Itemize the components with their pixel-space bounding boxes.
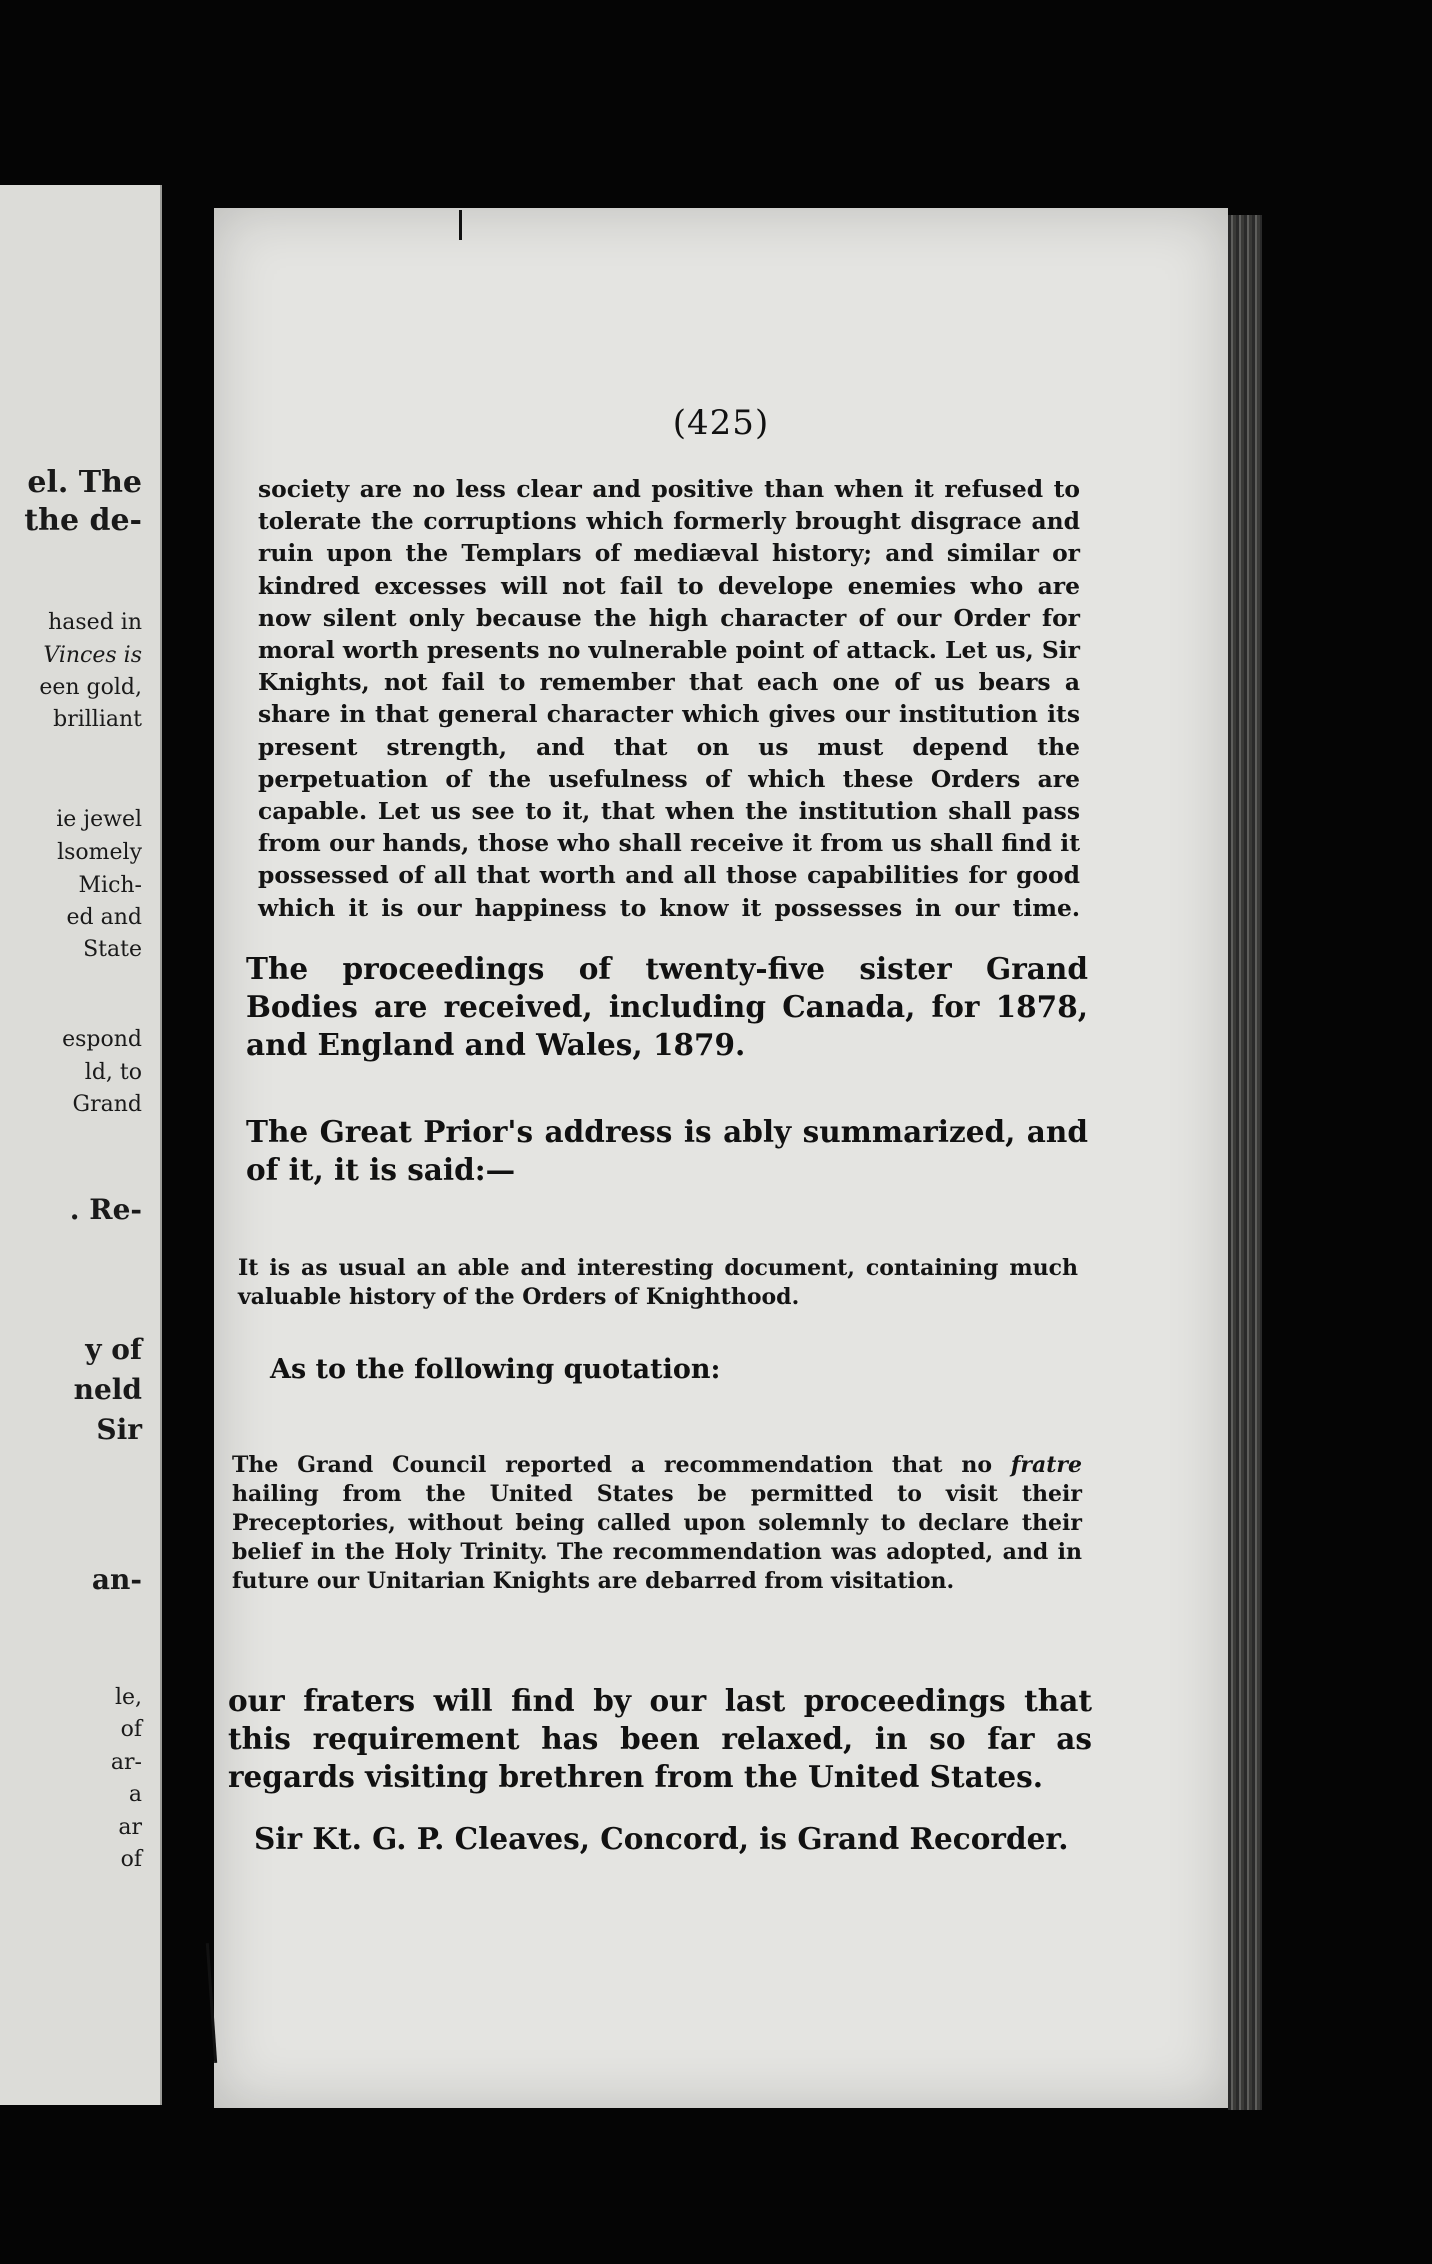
left-fragment: ld, to [84, 1060, 142, 1085]
quote-text-after: hailing from the United States be permitted to visit their Preceptories, without being called upon solemnly to declare their belief in the Holy Trinity. The recommendation was adopted, and in future our Unitarian Knights are debarred from visitation. [232, 1481, 1082, 1594]
left-fragment: Vinces is [43, 643, 142, 668]
left-fragment: hased in [48, 610, 142, 635]
quotation-document: It is as usual an able and interesting document, containing much valuable history of the Orders of Knighthood. [238, 1255, 1078, 1310]
scan-mark [206, 1943, 217, 2063]
left-fragment: een gold, [39, 675, 142, 700]
left-fragment: the de- [24, 503, 142, 538]
left-fragment: ie jewel [56, 807, 142, 832]
left-fragment: le, [114, 1685, 142, 1710]
left-fragment: lsomely [57, 840, 142, 865]
left-fragment: ed and [66, 905, 142, 930]
book-page [214, 208, 1228, 2108]
quote-text-before: The Grand Council reported a recommendation that no [232, 1452, 993, 1478]
left-fragment: . Re- [69, 1193, 142, 1226]
quotation-grand-council [232, 1451, 1082, 1596]
left-fragment: Sir [96, 1413, 142, 1446]
grand-recorder-line: Sir Kt. G. P. Cleaves, Concord, is Grand Recorder. [254, 1821, 1069, 1856]
left-fragment: ar- [110, 1750, 142, 1775]
proceedings-paragraph: The proceedings of twenty-five sister Grand Bodies are received, including Canada, for 1878, and England and Wales, 1879. [246, 951, 1088, 1062]
opening-paragraph: society are no less clear and positive than when it refused to tolerate the corruptions which formerly brought disgrace and ruin upon the Templars of mediæval history; and similar or kindred excesses will not fail to develope enemies who are now silent only because the high character of our Order for moral worth presents no vulnerable point of attack. Let us, Sir Knights, not fail to remember that each one of us bears a share in that general character which gives our institution its present strength, and that on us must depend the perpetuation of the usefulness of which these Orders are capable. Let us see to it, that when the institution shall pass from our hands, those who shall receive it from us shall find it possessed of all that worth and all those capabilities for good which it is our happiness to know it possesses in our time. [258, 475, 1080, 922]
page-number: (425) [672, 403, 770, 443]
left-fragment: y of [85, 1333, 142, 1366]
fraters-paragraph: our fraters will find by our last proceedings that this requirement has been relaxed, in so far as regards visiting brethren from the United States. [228, 1683, 1092, 1794]
left-fragment: a [128, 1782, 142, 1807]
left-fragment: espond [62, 1027, 142, 1052]
left-fragment: Grand [72, 1092, 142, 1117]
page-edge-shadow [1228, 215, 1262, 2110]
quotation-heading: As to the following quotation: [270, 1354, 721, 1385]
left-fragment: State [83, 937, 142, 962]
quote-italic-word: fratre [1010, 1452, 1082, 1478]
left-fragment: Mich- [78, 873, 142, 898]
left-fragment: of [120, 1717, 142, 1742]
left-fragment: neld [73, 1373, 142, 1406]
left-fragment: of [120, 1847, 142, 1872]
previous-page-fragment [0, 185, 162, 2105]
scan-mark [459, 210, 462, 240]
left-fragment: an- [91, 1563, 142, 1596]
left-fragment: el. The [27, 465, 142, 500]
prior-address-paragraph: The Great Prior's address is ably summarized, and of it, it is said:— [246, 1114, 1088, 1187]
left-fragment: brilliant [53, 707, 142, 732]
left-fragment: ar [118, 1815, 142, 1840]
